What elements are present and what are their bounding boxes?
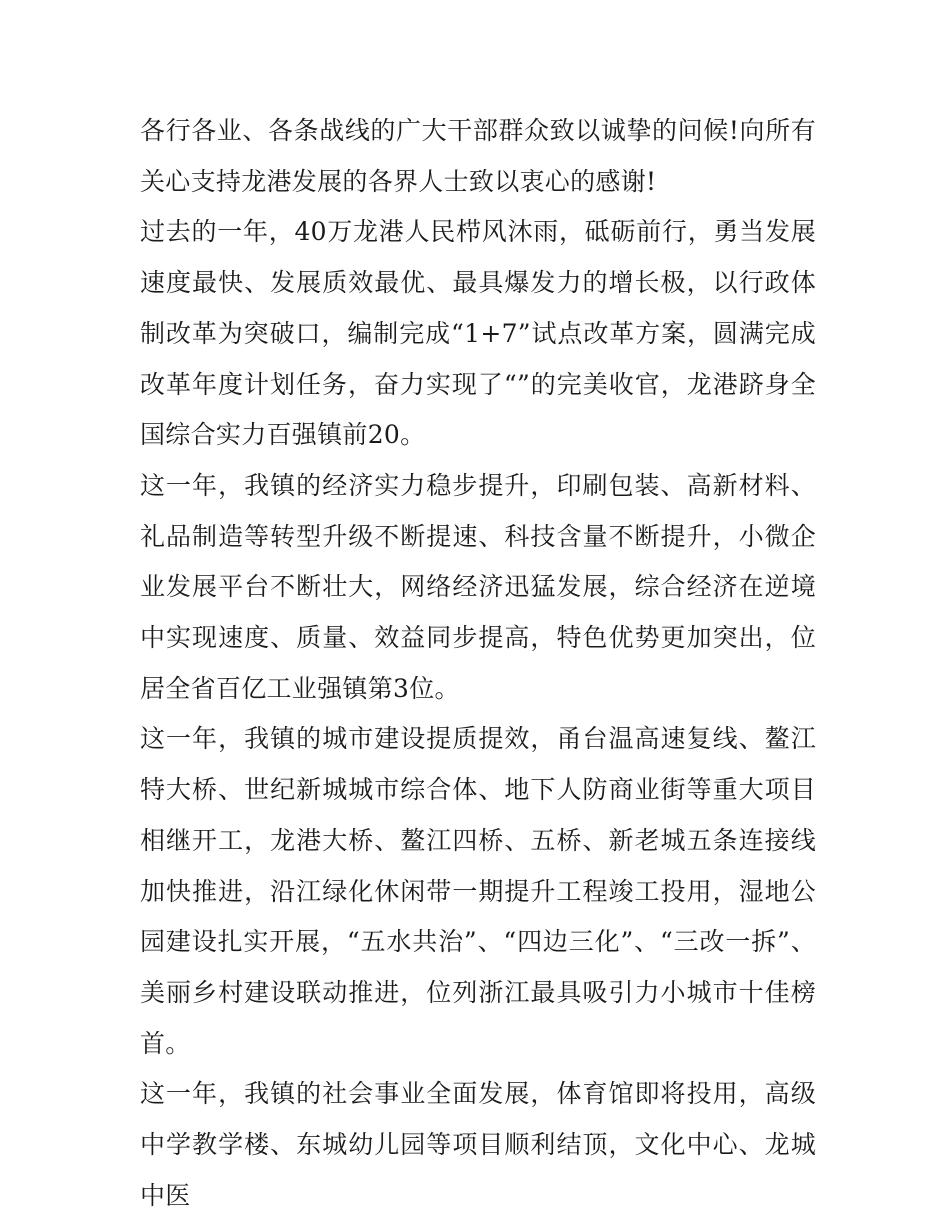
paragraph-past-year: 过去的一年，40万龙港人民栉风沐雨，砥砺前行，勇当发展速度最快、发展质效最优、最具爆发力的增长极，以行政体制改革为突破口，编制完成“1+7”试点改革方案，圆满完成改革年度计划任务，奋力实现了“”的完美收官，龙港跻身全国综合实力百强镇前20。 bbox=[140, 217, 816, 450]
paragraph-urban-construction: 这一年，我镇的城市建设提质提效，甬台温高速复线、鳌江特大桥、世纪新城城市综合体、地下人防商业街等重大项目相继开工，龙港大桥、鳌江四桥、五桥、新老城五条连接线加快推进，沿江绿化休闲带一期提升工程竣工投用，湿地公园建设扎实开展，“五水共治”、“四边三化”、“三改一拆”、美丽乡村建设联动推进，位列浙江最具吸引力小城市十佳榜首。 bbox=[140, 724, 816, 1058]
paragraph-social-development: 这一年，我镇的社会事业全面发展，体育馆即将投用，高级中学教学楼、东城幼儿园等项目顺利结顶，文化中心、龙城中医 bbox=[140, 1079, 816, 1210]
document-body bbox=[140, 106, 816, 1221]
paragraph-greeting: 各行各业、各条战线的广大干部群众致以诚挚的问候!向所有关心支持龙港发展的各界人士致以衷心的感谢! bbox=[140, 116, 816, 196]
paragraph-economy: 这一年，我镇的经济实力稳步提升，印刷包装、高新材料、礼品制造等转型升级不断提速、科技含量不断提升，小微企业发展平台不断壮大，网络经济迅猛发展，综合经济在逆境中实现速度、质量、效益同步提高，特色优势更加突出，位居全省百亿工业强镇第3位。 bbox=[140, 470, 816, 703]
